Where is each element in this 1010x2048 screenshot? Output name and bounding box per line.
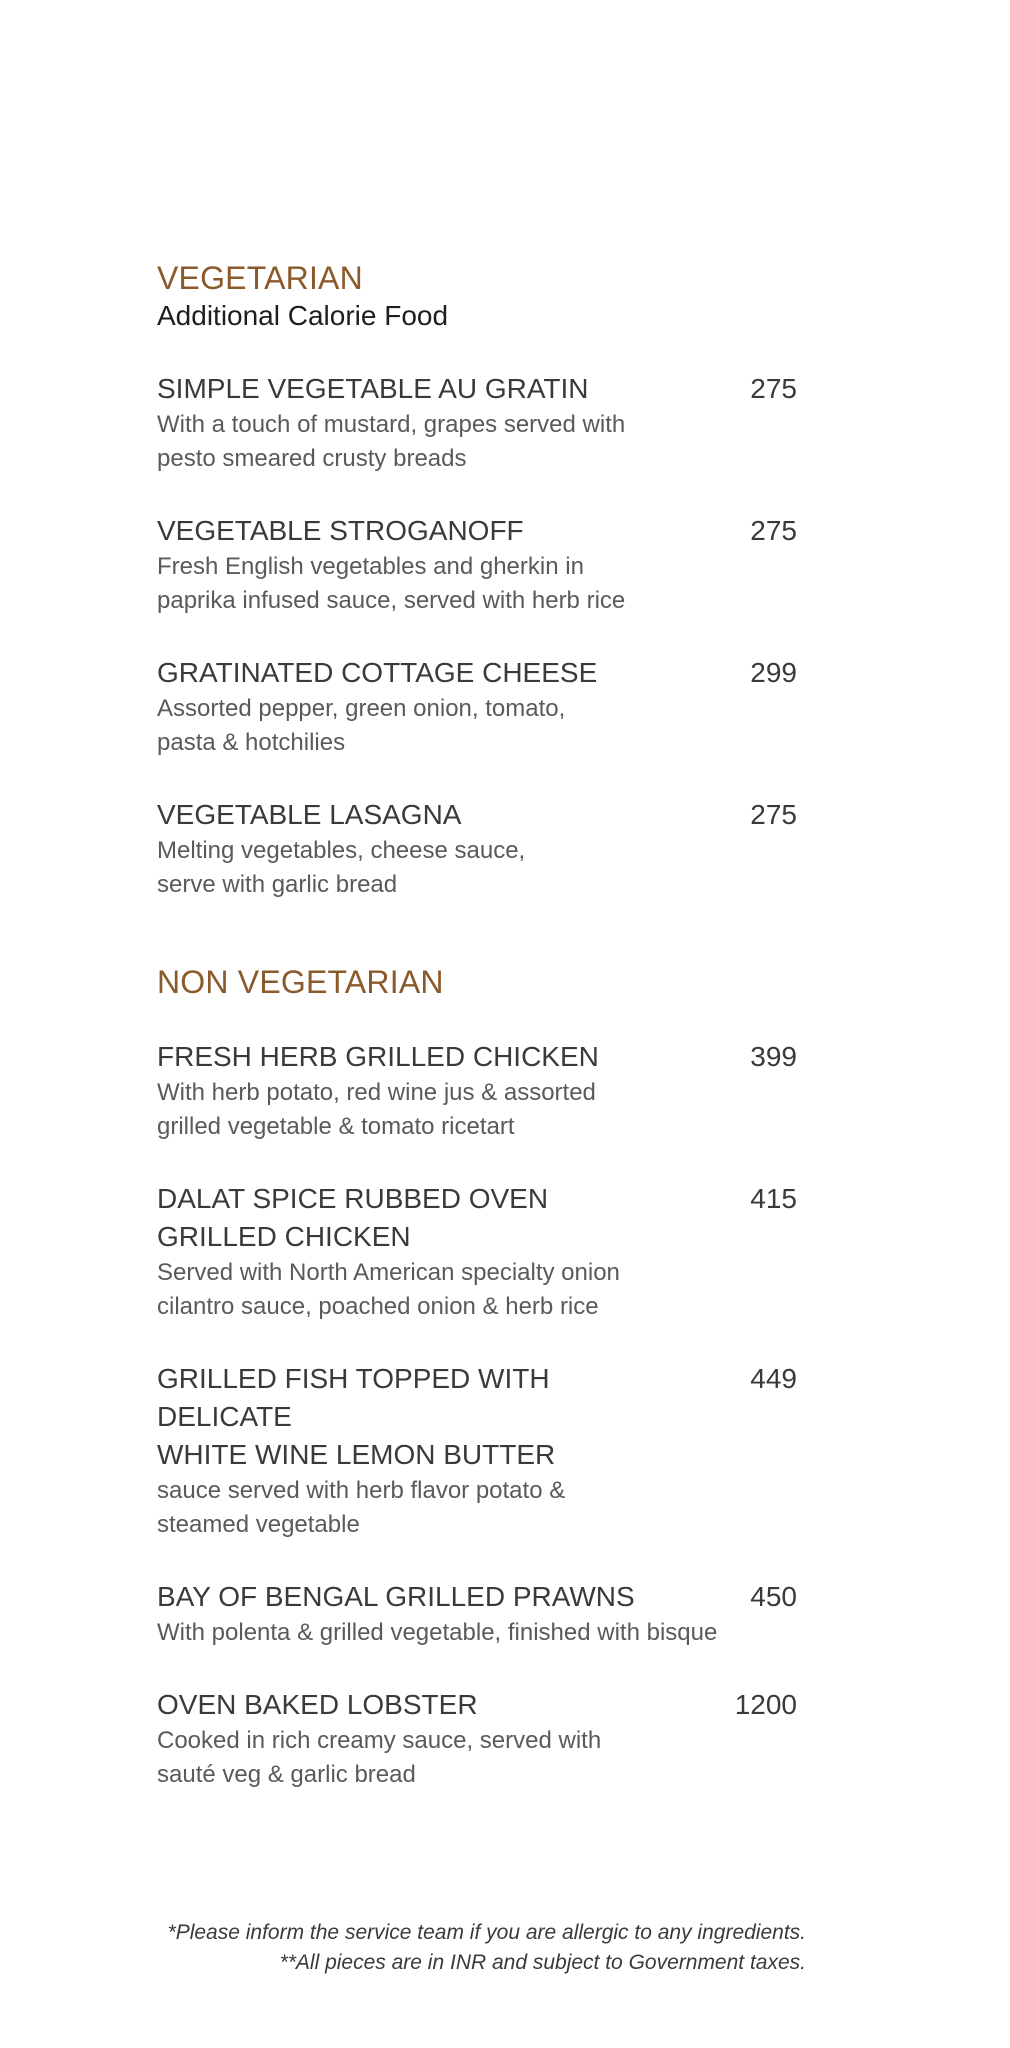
menu-item-name <box>157 1360 687 1474</box>
menu-item-description-line: grilled vegetable & tomato ricetart <box>157 1113 515 1140</box>
menu-item <box>157 654 797 760</box>
menu-item-price: 299 <box>750 657 797 688</box>
menu-item-name <box>157 370 687 408</box>
footer-notes <box>168 1918 806 1978</box>
menu-item-header <box>157 512 797 550</box>
menu-item-description-line: Assorted pepper, green onion, tomato, <box>157 695 566 722</box>
menu-item-name-line: VEGETABLE STROGANOFF <box>157 515 524 546</box>
menu-item <box>157 512 797 618</box>
menu-item-name-line: GRATINATED COTTAGE CHEESE <box>157 657 598 688</box>
menu-item-name <box>157 1578 687 1616</box>
menu-item-description <box>157 1474 757 1542</box>
menu-item-name-line: VEGETABLE LASAGNA <box>157 799 462 830</box>
menu-item <box>157 1686 797 1792</box>
menu-item-description <box>157 408 757 476</box>
section-title-non-vegetarian: NON VEGETARIAN <box>157 964 444 1000</box>
menu-item-description <box>157 1616 757 1650</box>
menu-item-header <box>157 1180 797 1256</box>
menu-item <box>157 370 797 476</box>
menu-item-description-line: pesto smeared crusty breads <box>157 445 467 472</box>
menu-item-name-line: WHITE WINE LEMON BUTTER <box>157 1439 556 1470</box>
menu-item-header <box>157 796 797 834</box>
menu-item-price: 415 <box>750 1183 797 1214</box>
menu-item-name <box>157 512 687 550</box>
menu-item-name <box>157 1686 687 1724</box>
menu-item-description <box>157 1256 757 1324</box>
menu-item-header <box>157 1578 797 1616</box>
menu-item-description-line: With a touch of mustard, grapes served with <box>157 411 626 438</box>
menu-item <box>157 1578 797 1650</box>
section-title-vegetarian: VEGETARIAN <box>157 260 363 296</box>
menu-item-name <box>157 796 687 834</box>
vegetarian-section <box>157 258 797 902</box>
vegetarian-items <box>157 370 797 902</box>
menu-item-price: 1200 <box>734 1689 797 1720</box>
tax-note: **All pieces are in INR and subject to Government taxes. <box>279 1951 806 1974</box>
section-subtitle: Additional Calorie Food <box>157 300 449 331</box>
menu-item-header <box>157 1360 797 1474</box>
menu-item-description-line: With polenta & grilled vegetable, finished with bisque <box>157 1619 718 1646</box>
menu-item-name-line: GRILLED FISH TOPPED WITH DELICATE <box>157 1363 550 1432</box>
menu-item <box>157 1360 797 1542</box>
menu-item-name-line: BAY OF BENGAL GRILLED PRAWNS <box>157 1581 635 1612</box>
menu-item-header <box>157 1038 797 1076</box>
menu-item-price: 275 <box>750 799 797 830</box>
menu-item-price: 275 <box>750 515 797 546</box>
menu-item-header <box>157 654 797 692</box>
menu-item-description-line: With herb potato, red wine jus & assorted <box>157 1079 596 1106</box>
non-vegetarian-section <box>157 962 797 1792</box>
menu-item-name-line: DALAT SPICE RUBBED OVEN <box>157 1183 549 1214</box>
menu-item-description-line: sauce served with herb flavor potato & <box>157 1477 566 1504</box>
menu-item-name-line: FRESH HERB GRILLED CHICKEN <box>157 1041 599 1072</box>
menu-item-description-line: paprika infused sauce, served with herb rice <box>157 587 626 614</box>
menu-item-name-line: OVEN BAKED LOBSTER <box>157 1689 478 1720</box>
menu-item-description <box>157 834 757 902</box>
menu-item-header <box>157 370 797 408</box>
menu-item-description <box>157 550 757 618</box>
menu-item-description-line: Fresh English vegetables and gherkin in <box>157 553 584 580</box>
menu-item-description <box>157 1076 757 1144</box>
non-vegetarian-items <box>157 1038 797 1792</box>
menu-item-description-line: Served with North American specialty onion <box>157 1259 620 1286</box>
menu-item-price: 449 <box>750 1363 797 1394</box>
allergy-note: *Please inform the service team if you are allergic to any ingredients. <box>167 1921 806 1944</box>
menu-item <box>157 1038 797 1144</box>
menu-item-description-line: Cooked in rich creamy sauce, served with <box>157 1727 602 1754</box>
menu-item-description <box>157 692 757 760</box>
menu-item-name <box>157 654 687 692</box>
menu-item-name-line: GRILLED CHICKEN <box>157 1221 411 1252</box>
menu-item <box>157 1180 797 1324</box>
menu-item <box>157 796 797 902</box>
menu-item-price: 275 <box>750 373 797 404</box>
menu-item-description-line: pasta & hotchilies <box>157 729 346 756</box>
menu-item-description-line: sauté veg & garlic bread <box>157 1761 416 1788</box>
menu-item-name-line: SIMPLE VEGETABLE AU GRATIN <box>157 373 589 404</box>
menu-item-price: 450 <box>750 1581 797 1612</box>
menu-content <box>157 258 797 1792</box>
menu-item-price: 399 <box>750 1041 797 1072</box>
menu-item-name <box>157 1180 687 1256</box>
menu-item-description <box>157 1724 757 1792</box>
menu-item-description-line: steamed vegetable <box>157 1511 360 1538</box>
menu-item-description-line: serve with garlic bread <box>157 871 398 898</box>
menu-item-header <box>157 1686 797 1724</box>
menu-item-name <box>157 1038 687 1076</box>
menu-item-description-line: Melting vegetables, cheese sauce, <box>157 837 526 864</box>
menu-item-description-line: cilantro sauce, poached onion & herb rice <box>157 1293 599 1320</box>
